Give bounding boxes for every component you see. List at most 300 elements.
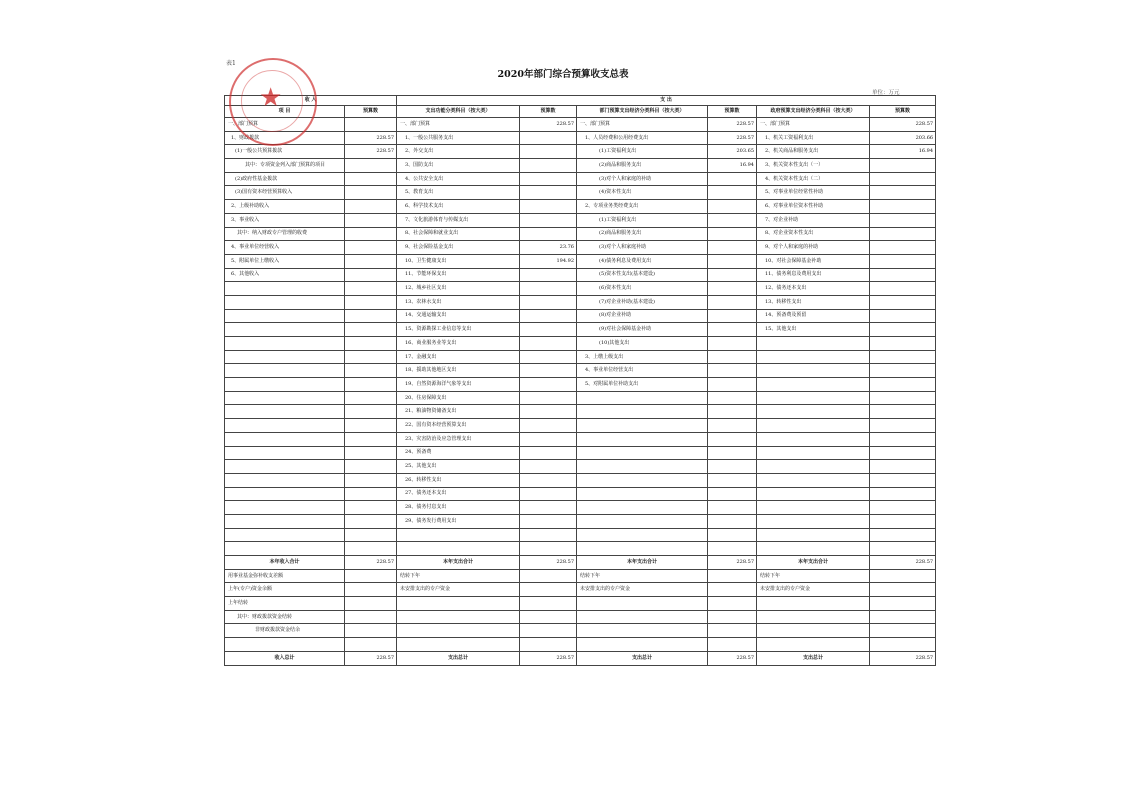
amount-cell: [708, 419, 757, 433]
amount-cell: [870, 473, 936, 487]
amount-cell: [870, 432, 936, 446]
item-cell: 9、社会保险基金支出: [397, 241, 520, 255]
item-cell: [577, 446, 708, 460]
item-cell: 未安排支出的专户资金: [577, 583, 708, 597]
table-row: [225, 131, 936, 145]
item-cell: 8、对企业资本性支出: [757, 227, 870, 241]
amount-cell: [870, 200, 936, 214]
table-row: [225, 501, 936, 515]
amount-cell: [870, 487, 936, 501]
amount-cell: [345, 405, 397, 419]
table-row: [225, 200, 936, 214]
item-cell: [225, 432, 345, 446]
amount-cell: [520, 391, 577, 405]
item-cell: (4)资本性支出: [577, 186, 708, 200]
table-row: [225, 282, 936, 296]
amount-cell: [870, 254, 936, 268]
amount-cell: [345, 118, 397, 132]
amount-cell: [520, 597, 577, 611]
item-cell: 6、科学技术支出: [397, 200, 520, 214]
amount-cell: [345, 227, 397, 241]
amount-cell: [345, 473, 397, 487]
item-cell: [397, 597, 520, 611]
amount-cell: [708, 268, 757, 282]
item-cell: (10)其他支出: [577, 337, 708, 351]
item-cell: [757, 460, 870, 474]
item-cell: 一、部门预算: [225, 118, 345, 132]
amount-cell: [870, 213, 936, 227]
item-cell: 14、交通运输支出: [397, 309, 520, 323]
table-row: [225, 254, 936, 268]
amount-cell: [520, 528, 577, 542]
amount-cell: 228.57: [870, 118, 936, 132]
amount-cell: [345, 610, 397, 624]
amount-cell: 16.94: [870, 145, 936, 159]
item-cell: [757, 432, 870, 446]
amount-cell: [520, 172, 577, 186]
amount-cell: 16.94: [708, 159, 757, 173]
table-row: [225, 391, 936, 405]
table-row: [225, 597, 936, 611]
amount-cell: 228.57: [708, 118, 757, 132]
table-row: [225, 118, 936, 132]
amount-cell: [520, 213, 577, 227]
amount-cell: [870, 514, 936, 528]
amount-cell: [520, 295, 577, 309]
item-cell: 28、债务付息支出: [397, 501, 520, 515]
amount-cell: [708, 378, 757, 392]
item-cell: 14、预备费及预留: [757, 309, 870, 323]
item-cell: 10、对社会保障基金补助: [757, 254, 870, 268]
amount-cell: [345, 309, 397, 323]
item-cell: 27、债务还本支出: [397, 487, 520, 501]
amount-cell: [870, 295, 936, 309]
amount-cell: [708, 569, 757, 583]
item-cell: 15、其他支出: [757, 323, 870, 337]
amount-cell: 203.65: [708, 145, 757, 159]
amount-cell: [870, 528, 936, 542]
amount-cell: [520, 460, 577, 474]
table-row: [225, 186, 936, 200]
table-row: [225, 364, 936, 378]
item-cell: 1、机关工资福利支出: [757, 131, 870, 145]
expense-band: 支 出: [397, 96, 936, 106]
item-cell: 未安排支出的专户资金: [397, 583, 520, 597]
amount-cell: [870, 350, 936, 364]
item-cell: 4、公共安全支出: [397, 172, 520, 186]
item-cell: 一、部门预算: [397, 118, 520, 132]
amount-cell: [345, 254, 397, 268]
amount-cell: [870, 378, 936, 392]
item-cell: [225, 460, 345, 474]
item-cell: 一、部门预算: [757, 118, 870, 132]
amount-cell: [520, 446, 577, 460]
amount-cell: [708, 200, 757, 214]
item-cell: 其中：专项资金列入部门预算的项目: [225, 159, 345, 173]
table-row: [225, 350, 936, 364]
amount-cell: [708, 391, 757, 405]
item-cell: 结转下年: [757, 569, 870, 583]
item-cell: (1)工资福利支出: [577, 213, 708, 227]
page-title: 2020年部门综合预算收支总表: [497, 69, 629, 80]
amount-cell: [708, 487, 757, 501]
item-cell: 11、债务利息及费用支出: [757, 268, 870, 282]
table-row: [225, 583, 936, 597]
amount-cell: [708, 542, 757, 556]
item-cell: [225, 528, 345, 542]
amount-cell: [345, 213, 397, 227]
amount-cell: [520, 364, 577, 378]
amount-cell: [520, 473, 577, 487]
amount-cell: [870, 597, 936, 611]
amount-cell: 228.57: [870, 651, 936, 665]
unit-label: 单位：万元: [872, 90, 900, 96]
item-cell: [577, 528, 708, 542]
item-cell: 上年(专户)资金余额: [225, 583, 345, 597]
item-cell: 7、文化旅游体育与传媒支出: [397, 213, 520, 227]
item-cell: [225, 542, 345, 556]
amount-cell: [520, 419, 577, 433]
item-cell: 15、资源勘探工业信息等支出: [397, 323, 520, 337]
table-row: [225, 528, 936, 542]
item-cell: 结转下年: [577, 569, 708, 583]
column-header: 预算数: [708, 106, 757, 118]
item-cell: 其中：财政拨款资金结转: [225, 610, 345, 624]
item-cell: 17、金融支出: [397, 350, 520, 364]
amount-cell: 228.57: [708, 651, 757, 665]
item-cell: [577, 487, 708, 501]
official-seal: [229, 58, 317, 146]
amount-cell: [345, 501, 397, 515]
amount-cell: [345, 638, 397, 652]
amount-cell: [870, 391, 936, 405]
amount-cell: 23.76: [520, 241, 577, 255]
amount-cell: [870, 241, 936, 255]
amount-cell: [520, 282, 577, 296]
amount-cell: [520, 350, 577, 364]
item-cell: [397, 528, 520, 542]
header-row: [225, 106, 936, 118]
item-cell: [225, 323, 345, 337]
amount-cell: [520, 378, 577, 392]
item-cell: [757, 364, 870, 378]
item-cell: 13、农林水支出: [397, 295, 520, 309]
amount-cell: [870, 309, 936, 323]
item-cell: 上年结转: [225, 597, 345, 611]
amount-cell: [520, 514, 577, 528]
amount-cell: [345, 419, 397, 433]
item-cell: 8、社会保障和就业支出: [397, 227, 520, 241]
table-label: 表1: [226, 60, 236, 67]
amount-cell: [520, 501, 577, 515]
amount-cell: [708, 473, 757, 487]
amount-cell: 228.57: [520, 651, 577, 665]
item-cell: 6、对事业单位资本性补助: [757, 200, 870, 214]
item-cell: [577, 610, 708, 624]
amount-cell: [870, 583, 936, 597]
amount-cell: [345, 337, 397, 351]
amount-cell: [870, 501, 936, 515]
amount-cell: [345, 241, 397, 255]
amount-cell: [870, 337, 936, 351]
amount-cell: [708, 282, 757, 296]
amount-cell: [708, 624, 757, 638]
item-cell: (6)资本性支出: [577, 282, 708, 296]
item-cell: 11、节能环保支出: [397, 268, 520, 282]
item-cell: [757, 501, 870, 515]
amount-cell: [708, 446, 757, 460]
amount-cell: [520, 227, 577, 241]
item-cell: (3)对个人和家庭补助: [577, 241, 708, 255]
item-cell: 7、对企业补助: [757, 213, 870, 227]
item-cell: [225, 501, 345, 515]
item-cell: 5、对附属单位补助支出: [577, 378, 708, 392]
table-row: [225, 638, 936, 652]
item-cell: [577, 460, 708, 474]
item-cell: [577, 473, 708, 487]
amount-cell: [870, 159, 936, 173]
amount-cell: [520, 569, 577, 583]
item-cell: 12、城乡社区支出: [397, 282, 520, 296]
item-cell: [757, 487, 870, 501]
amount-cell: [870, 419, 936, 433]
amount-cell: [708, 501, 757, 515]
item-cell: 未安排支出的专户资金: [757, 583, 870, 597]
item-cell: 22、国有资本经营预算支出: [397, 419, 520, 433]
item-cell: [397, 542, 520, 556]
amount-cell: [870, 364, 936, 378]
table-row: [225, 487, 936, 501]
table-row: [225, 241, 936, 255]
amount-cell: 228.57: [345, 556, 397, 570]
amount-cell: [870, 542, 936, 556]
item-cell: [577, 391, 708, 405]
amount-cell: [870, 227, 936, 241]
item-cell: [757, 337, 870, 351]
item-cell: [225, 446, 345, 460]
amount-cell: [520, 186, 577, 200]
amount-cell: [708, 213, 757, 227]
section-band-row: [225, 96, 936, 106]
item-cell: 23、灾害防治及应急管理支出: [397, 432, 520, 446]
table-row: [225, 145, 936, 159]
item-cell: 26、转移性支出: [397, 473, 520, 487]
item-cell: 18、援助其他地区支出: [397, 364, 520, 378]
item-cell: [577, 542, 708, 556]
amount-cell: [708, 227, 757, 241]
table-row: [225, 159, 936, 173]
amount-cell: [345, 268, 397, 282]
amount-cell: [520, 610, 577, 624]
item-cell: [757, 391, 870, 405]
item-cell: [577, 514, 708, 528]
item-cell: [225, 378, 345, 392]
item-cell: 用事业基金弥补收支差额: [225, 569, 345, 583]
amount-cell: [345, 597, 397, 611]
amount-cell: [708, 309, 757, 323]
amount-cell: [345, 200, 397, 214]
amount-cell: [345, 432, 397, 446]
item-cell: [225, 350, 345, 364]
item-cell: [757, 514, 870, 528]
amount-cell: [520, 487, 577, 501]
amount-cell: [520, 405, 577, 419]
item-cell: (1)一般公共预算拨款: [225, 145, 345, 159]
amount-cell: [870, 323, 936, 337]
item-cell: (5)资本性支出(基本建设): [577, 268, 708, 282]
table-row: [225, 514, 936, 528]
table-row: [225, 268, 936, 282]
amount-cell: [708, 254, 757, 268]
item-cell: [225, 295, 345, 309]
item-cell: 25、其他支出: [397, 460, 520, 474]
item-cell: 1、人员经费和公用经费支出: [577, 131, 708, 145]
amount-cell: 194.92: [520, 254, 577, 268]
item-cell: 19、自然资源海洋气象等支出: [397, 378, 520, 392]
amount-cell: [708, 241, 757, 255]
item-cell: [397, 638, 520, 652]
amount-cell: 228.57: [520, 556, 577, 570]
item-cell: 16、商业服务业等支出: [397, 337, 520, 351]
item-cell: [577, 432, 708, 446]
table-row: [225, 295, 936, 309]
table-row: [225, 378, 936, 392]
item-cell: 2、机关商品和服务支出: [757, 145, 870, 159]
item-cell: 本年支出合计: [757, 556, 870, 570]
amount-cell: [708, 295, 757, 309]
amount-cell: [708, 364, 757, 378]
amount-cell: [520, 145, 577, 159]
item-cell: [577, 597, 708, 611]
item-cell: 一、部门预算: [577, 118, 708, 132]
amount-cell: [345, 514, 397, 528]
table-row: [225, 569, 936, 583]
amount-cell: [345, 542, 397, 556]
amount-cell: [870, 268, 936, 282]
amount-cell: [708, 597, 757, 611]
amount-cell: [345, 159, 397, 173]
amount-cell: [345, 364, 397, 378]
item-cell: (7)对企业补助(基本建设): [577, 295, 708, 309]
amount-cell: 228.57: [870, 556, 936, 570]
amount-cell: [708, 460, 757, 474]
item-cell: [757, 542, 870, 556]
item-cell: [757, 405, 870, 419]
amount-cell: [520, 159, 577, 173]
table-row: [225, 460, 936, 474]
item-cell: 本年支出合计: [577, 556, 708, 570]
item-cell: 3、国防支出: [397, 159, 520, 173]
amount-cell: [870, 282, 936, 296]
amount-cell: [345, 186, 397, 200]
item-cell: 29、债务发行费用支出: [397, 514, 520, 528]
item-cell: [757, 419, 870, 433]
column-header: 预算数: [870, 106, 936, 118]
amount-cell: [708, 528, 757, 542]
amount-cell: [345, 172, 397, 186]
item-cell: 6、其他收入: [225, 268, 345, 282]
amount-cell: 228.57: [708, 556, 757, 570]
item-cell: (2)政府性基金拨款: [225, 172, 345, 186]
table-row: [225, 432, 936, 446]
amount-cell: [520, 309, 577, 323]
star-icon: ★: [259, 83, 283, 113]
item-cell: [757, 610, 870, 624]
budget-table: [224, 95, 936, 666]
table-row: [225, 323, 936, 337]
table-row: [225, 419, 936, 433]
amount-cell: [870, 569, 936, 583]
item-cell: 2、上级补助收入: [225, 200, 345, 214]
item-cell: (3)国有资本经营预算收入: [225, 186, 345, 200]
table-row: [225, 227, 936, 241]
amount-cell: [520, 268, 577, 282]
amount-cell: [708, 514, 757, 528]
item-cell: 2、外交支出: [397, 145, 520, 159]
amount-cell: [870, 624, 936, 638]
column-header: 政府预算支出经济分类科目（按大类）: [757, 106, 870, 118]
item-cell: 12、债务还本支出: [757, 282, 870, 296]
amount-cell: [520, 432, 577, 446]
item-cell: 本年收入合计: [225, 556, 345, 570]
item-cell: (2)商品和服务支出: [577, 159, 708, 173]
table-row: [225, 624, 936, 638]
item-cell: [757, 638, 870, 652]
item-cell: [577, 501, 708, 515]
item-cell: [757, 624, 870, 638]
amount-cell: [708, 432, 757, 446]
amount-cell: [520, 131, 577, 145]
item-cell: [757, 378, 870, 392]
amount-cell: [708, 337, 757, 351]
column-header: 预算数: [520, 106, 577, 118]
amount-cell: [345, 323, 397, 337]
item-cell: 支出总计: [757, 651, 870, 665]
table-row: [225, 213, 936, 227]
item-cell: 本年支出合计: [397, 556, 520, 570]
table-row: [225, 651, 936, 665]
amount-cell: [345, 378, 397, 392]
item-cell: 4、机关资本性支出（二）: [757, 172, 870, 186]
table-row: [225, 337, 936, 351]
item-cell: [225, 419, 345, 433]
item-cell: (1)工资福利支出: [577, 145, 708, 159]
amount-cell: [520, 200, 577, 214]
table-row: [225, 446, 936, 460]
amount-cell: [520, 638, 577, 652]
amount-cell: [345, 624, 397, 638]
item-cell: 9、对个人和家庭的补助: [757, 241, 870, 255]
amount-cell: [520, 337, 577, 351]
column-header: 项 目: [225, 106, 345, 118]
item-cell: 结转下年: [397, 569, 520, 583]
table-row: [225, 309, 936, 323]
item-cell: [225, 309, 345, 323]
amount-cell: [520, 583, 577, 597]
budget-table-body: [225, 96, 936, 666]
item-cell: 20、住房保障支出: [397, 391, 520, 405]
item-cell: (8)对企业补助: [577, 309, 708, 323]
item-cell: [225, 405, 345, 419]
table-row: [225, 473, 936, 487]
amount-cell: [708, 172, 757, 186]
table-row: [225, 542, 936, 556]
item-cell: (9)对社会保障基金补助: [577, 323, 708, 337]
amount-cell: [870, 446, 936, 460]
amount-cell: [520, 542, 577, 556]
item-cell: [757, 350, 870, 364]
item-cell: [757, 528, 870, 542]
